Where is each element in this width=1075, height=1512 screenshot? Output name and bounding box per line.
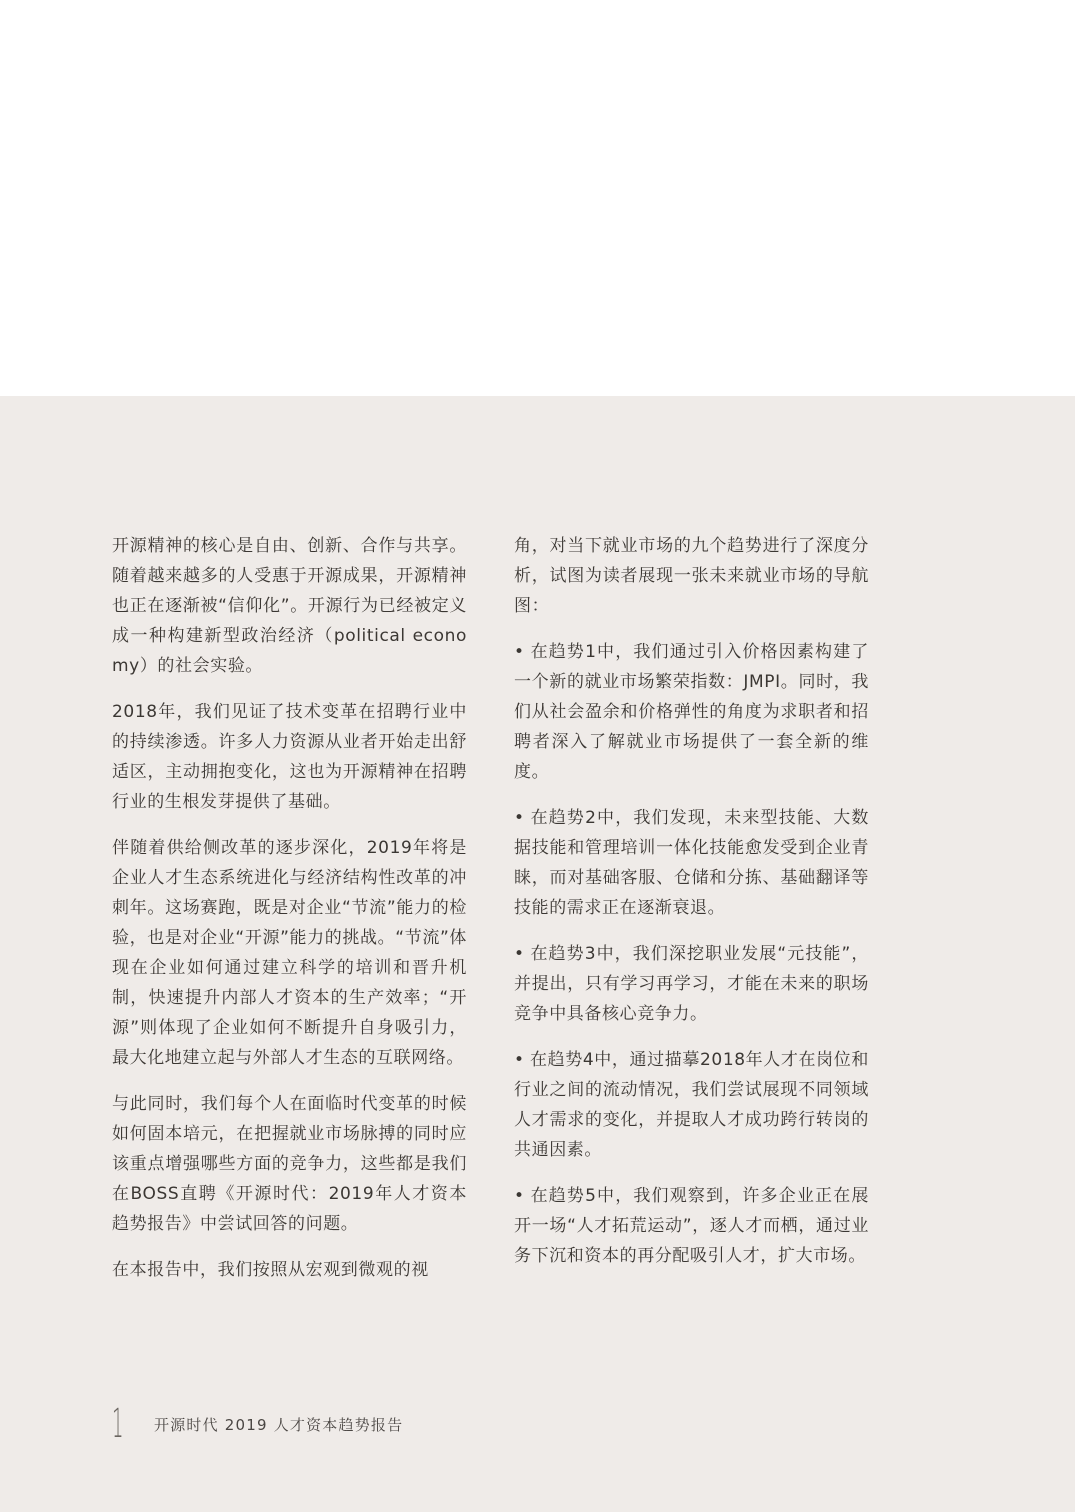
intro-paragraph: 角，对当下就业市场的九个趋势进行了深度分析，试图为读者展现一张未来就业市场的导航图：	[514, 536, 869, 616]
paragraph: 2018年，我们见证了技术变革在招聘行业中的持续渗透。许多人力资源从业者开始走出舒适区，主动拥抱变化，这也为开源精神在招聘行业的生根发芽提供了基础。	[112, 702, 467, 812]
top-blank-area	[0, 0, 1075, 396]
left-column	[112, 531, 467, 1301]
paragraph: 开源精神的核心是自由、创新、合作与共享。随着越来越多的人受惠于开源成果，开源精神也正在逐渐被“信仰化”。开源行为已经被定义成一种构建新型政治经济（political economy）的社会实验。	[112, 536, 467, 676]
bullet-trend-5: • 在趋势5中，我们观察到，许多企业正在展开一场“人才拓荒运动”，逐人才而栖，通过业务下沉和资本的再分配吸引人才，扩大市场。	[514, 1181, 869, 1271]
bullet-trend-4: • 在趋势4中，通过描摹2018年人才在岗位和行业之间的流动情况，我们尝试展现不同领域人才需求的变化，并提取人才成功跨行转岗的共通因素。	[514, 1045, 869, 1165]
right-column	[514, 531, 869, 1287]
paragraph: 伴随着供给侧改革的逐步深化，2019年将是企业人才生态系统进化与经济结构性改革的冲刺年。这场赛跑，既是对企业“节流”能力的检验，也是对企业“开源”能力的挑战。“节流”体现在企业如何通过建立科学的培训和晋升机制，快速提升内部人才资本的生产效率；“开源”则体现了企业如何不断提升自身吸引力，最大化地建立起与外部人才生态的互联网络。	[112, 838, 467, 1068]
footer-report-title: 开源时代 2019 人才资本趋势报告	[154, 1415, 404, 1434]
bullet-trend-3: • 在趋势3中，我们深挖职业发展“元技能”，并提出，只有学习再学习，才能在未来的职场竞争中具备核心竞争力。	[514, 939, 869, 1029]
bullet-trend-1: • 在趋势1中，我们通过引入价格因素构建了一个新的就业市场繁荣指数：JMPI。同时，我们从社会盈余和价格弹性的角度为求职者和招聘者深入了解就业市场提供了一套全新的维度。	[514, 637, 869, 787]
paragraph: 在本报告中，我们按照从宏观到微观的视	[112, 1260, 429, 1280]
paragraph: 与此同时，我们每个人在面临时代变革的时候如何固本培元，在把握就业市场脉搏的同时应该重点增强哪些方面的竞争力，这些都是我们在BOSS直聘《开源时代：2019年人才资本趋势报告》中尝试回答的问题。	[112, 1094, 467, 1234]
page-footer	[112, 1401, 404, 1447]
page-number: 1	[112, 1401, 124, 1447]
bullet-trend-2: • 在趋势2中，我们发现，未来型技能、大数据技能和管理培训一体化技能愈发受到企业青睐，而对基础客服、仓储和分拣、基础翻译等技能的需求正在逐渐衰退。	[514, 803, 869, 923]
